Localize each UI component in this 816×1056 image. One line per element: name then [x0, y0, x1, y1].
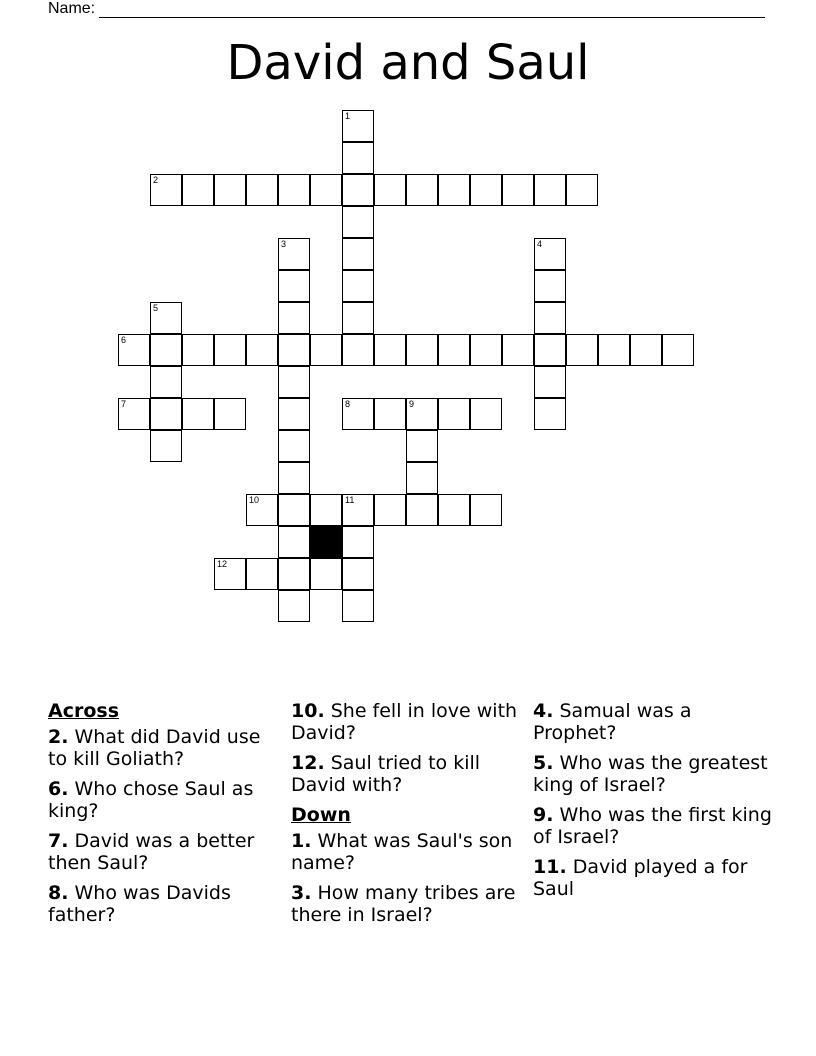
grid-cell[interactable] [374, 494, 406, 526]
grid-cell[interactable] [310, 334, 342, 366]
grid-cell[interactable] [566, 174, 598, 206]
grid-cell[interactable] [342, 110, 374, 142]
grid-cell[interactable] [374, 334, 406, 366]
grid-cell[interactable] [534, 238, 566, 270]
grid-cell[interactable] [374, 398, 406, 430]
grid-cell[interactable] [342, 398, 374, 430]
cell-number: 4 [537, 239, 543, 249]
grid-cell[interactable] [534, 398, 566, 430]
grid-cell[interactable] [534, 270, 566, 302]
down-clue-5: 5. Who was the greatest king of Israel? [533, 752, 768, 796]
grid-cell[interactable] [598, 334, 630, 366]
grid-cell[interactable] [150, 366, 182, 398]
grid-cell[interactable] [150, 430, 182, 462]
grid-cell[interactable] [342, 142, 374, 174]
puzzle-title: David and Saul [226, 35, 590, 91]
cell-number: 12 [217, 559, 228, 569]
grid-cell[interactable] [438, 174, 470, 206]
black-cell [310, 526, 342, 558]
grid-cell[interactable] [278, 558, 310, 590]
grid-cell[interactable] [150, 174, 182, 206]
cell-number: 7 [121, 399, 127, 409]
grid-cell[interactable] [534, 302, 566, 334]
grid-cell[interactable] [246, 558, 278, 590]
grid-cell[interactable] [150, 302, 182, 334]
grid-cell[interactable] [278, 590, 310, 622]
grid-cell[interactable] [438, 398, 470, 430]
grid-cell[interactable] [214, 558, 246, 590]
across-clue-10: 10. She fell in love with David? [291, 700, 518, 744]
grid-cell[interactable] [278, 366, 310, 398]
grid-cell[interactable] [278, 494, 310, 526]
grid-cell[interactable] [182, 398, 214, 430]
grid-cell[interactable] [310, 174, 342, 206]
down-clue-1: 1. What was Saul's son name? [291, 830, 513, 874]
cell-number: 6 [121, 335, 127, 345]
grid-cell[interactable] [406, 430, 438, 462]
grid-cell[interactable] [374, 174, 406, 206]
down-clue-4: 4. Samual was a Prophet? [533, 700, 692, 744]
cell-number: 3 [281, 239, 287, 249]
across-clue-2: 2. What did David use to kill Goliath? [48, 726, 261, 770]
grid-cell[interactable] [310, 558, 342, 590]
grid-cell[interactable] [342, 174, 374, 206]
grid-cell[interactable] [406, 494, 438, 526]
grid-cell[interactable] [150, 398, 182, 430]
clues-column-2 [291, 700, 521, 934]
grid-cell[interactable] [246, 494, 278, 526]
cell-number: 8 [345, 399, 351, 409]
grid-cell[interactable] [278, 302, 310, 334]
grid-cell[interactable] [566, 334, 598, 366]
grid-cell[interactable] [470, 494, 502, 526]
grid-cell[interactable] [502, 334, 534, 366]
grid-cell[interactable] [406, 174, 438, 206]
grid-cell[interactable] [342, 558, 374, 590]
grid-cell[interactable] [438, 494, 470, 526]
grid-cell[interactable] [246, 334, 278, 366]
grid-cell[interactable] [246, 174, 278, 206]
grid-cell[interactable] [278, 238, 310, 270]
across-clue-12: 12. Saul tried to kill David with? [291, 752, 481, 796]
grid-cell[interactable] [278, 398, 310, 430]
grid-cell[interactable] [342, 238, 374, 270]
grid-cell[interactable] [214, 398, 246, 430]
grid-cell[interactable] [214, 334, 246, 366]
grid-cell[interactable] [278, 174, 310, 206]
grid-cell[interactable] [342, 206, 374, 238]
grid-cell[interactable] [342, 302, 374, 334]
cell-number: 10 [249, 495, 260, 505]
cell-number: 2 [153, 175, 159, 185]
grid-cell[interactable] [278, 270, 310, 302]
across-heading: Across [48, 700, 120, 722]
cell-number: 11 [345, 495, 355, 505]
cell-number: 9 [409, 399, 415, 409]
clues-column-3 [533, 700, 773, 908]
grid-cell[interactable] [150, 334, 182, 366]
down-clue-9: 9. Who was the first king of Israel? [533, 804, 772, 848]
grid-cell[interactable] [278, 430, 310, 462]
grid-cell[interactable] [502, 174, 534, 206]
across-clue-6: 6. Who chose Saul as king? [48, 778, 254, 822]
grid-cell[interactable] [630, 334, 662, 366]
grid-cell[interactable] [534, 366, 566, 398]
grid-cell[interactable] [278, 462, 310, 494]
grid-cell[interactable] [214, 174, 246, 206]
grid-cell[interactable] [342, 494, 374, 526]
grid-cell[interactable] [470, 334, 502, 366]
grid-cell[interactable] [278, 526, 310, 558]
cell-number: 5 [153, 303, 159, 313]
grid-cell[interactable] [182, 334, 214, 366]
grid-cell[interactable] [470, 398, 502, 430]
grid-cell[interactable] [278, 334, 310, 366]
name-label: Name: [48, 0, 96, 17]
down-clue-3: 3. How many tribes are there in Israel? [291, 882, 516, 926]
down-heading: Down [291, 804, 351, 826]
grid-cell[interactable] [406, 334, 438, 366]
grid-cell[interactable] [310, 494, 342, 526]
grid-cell[interactable] [534, 174, 566, 206]
across-clue-7: 7. David was a better then Saul? [48, 830, 255, 874]
across-clue-8: 8. Who was Davids father? [48, 882, 231, 926]
grid-cell[interactable] [342, 334, 374, 366]
grid-cell[interactable] [438, 334, 470, 366]
grid-cell[interactable] [534, 334, 566, 366]
cell-number: 1 [345, 111, 351, 121]
grid-cell[interactable] [118, 334, 150, 366]
grid-cell[interactable] [406, 462, 438, 494]
grid-cell[interactable] [342, 590, 374, 622]
grid-cell[interactable] [118, 398, 150, 430]
clues-column-1 [48, 700, 278, 934]
grid-cell[interactable] [662, 334, 694, 366]
grid-cell[interactable] [342, 526, 374, 558]
grid-cell[interactable] [406, 398, 438, 430]
grid-cell[interactable] [470, 174, 502, 206]
grid-cell[interactable] [182, 174, 214, 206]
down-clue-11: 11. David played a for Saul [533, 856, 748, 900]
grid-cell[interactable] [342, 270, 374, 302]
